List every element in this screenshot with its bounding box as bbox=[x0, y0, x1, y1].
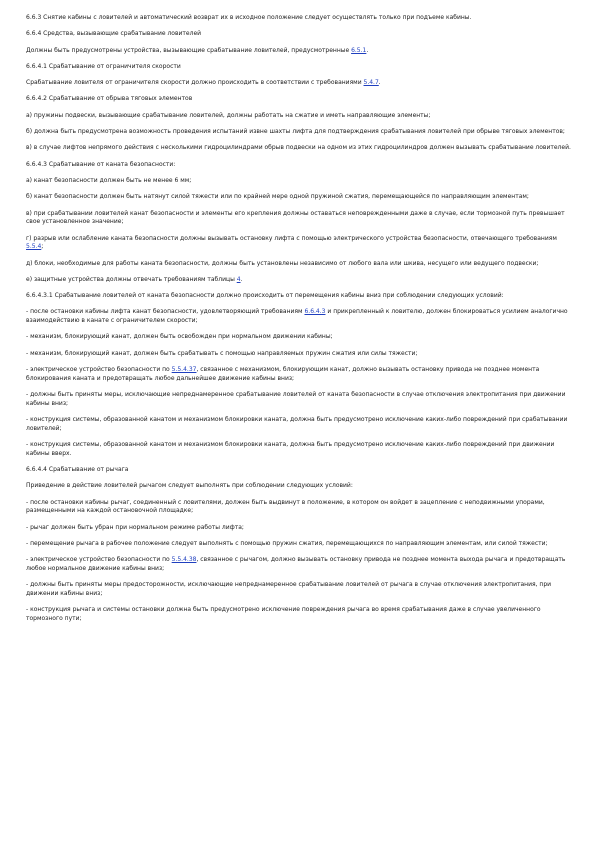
list-item: г) разрыв или ослабление каната безопасности должны вызывать остановку лифта с помощью электрического устройства безопасности, отвечающего требованиям 5.5.4; bbox=[26, 234, 557, 251]
list-item: б) должна быть предусмотрена возможность проведения испытаний извне шахты лифта для подтверждения срабатывания ловителей при обрыве тяговых элементов; bbox=[26, 128, 565, 136]
list-item: а) канат безопасности должен быть не менее 6 мм; bbox=[26, 176, 192, 184]
list-item: е) защитные устройства должны отвечать требованиям таблицы 4. bbox=[26, 275, 243, 283]
list-item: д) блоки, необходимые для работы каната безопасности, должны быть установлены независимо от любого вала или шкива, несущего или ведущего подвески; bbox=[26, 259, 539, 267]
section-heading: 6.6.4.3 Срабатывание от каната безопасности: bbox=[26, 160, 176, 168]
list-item: - механизм, блокирующий канат, должен быть освобожден при нормальном движении кабины; bbox=[26, 333, 333, 341]
clause-link[interactable]: 6.6.4.3 bbox=[304, 308, 326, 316]
list-item: - рычаг должен быть убран при нормальном режиме работы лифта; bbox=[26, 523, 244, 531]
list-item: в) при срабатывании ловителей канат безопасности и элементы его крепления должны оставаться неповрежденными даже в случае, если тормозной путь превышает свое установленное значение; bbox=[26, 209, 565, 226]
paragraph: 6.6.4.3.1 Срабатывание ловителей от каната безопасности должно происходить от перемещения кабины вниз при соблюдении следующих условий: bbox=[26, 292, 504, 300]
section-heading: 6.6.4 Средства, вызывающие срабатывание ловителей bbox=[26, 30, 202, 38]
section-heading: 6.6.4.2 Срабатывание от обрыва тяговых элементов bbox=[26, 95, 193, 103]
table-link[interactable]: 4 bbox=[236, 275, 241, 283]
list-item: - после остановки кабины рычаг, соединенный с ловителями, должен быть выдвинут в положение, в котором он войдет в зацепление с неподвижными упорами, размещенными на каждой остановочной площадке; bbox=[26, 498, 545, 515]
document-page bbox=[26, 14, 571, 631]
paragraph: 6.6.3 Снятие кабины с ловителей и автоматический возврат их в исходное положение следует осуществлять только при подъеме кабины. bbox=[26, 14, 472, 21]
section-heading: 6.6.4.4 Срабатывание от рычага bbox=[26, 466, 129, 474]
list-item: - электрическое устройство безопасности по 5.5.4.37, связанное с механизмом, блокирующим канат, должно вызывать остановку привода не позднее момента блокирования каната и предотвращать любое дальнейшее движение кабины вниз; bbox=[26, 366, 540, 382]
list-item: б) канат безопасности должен быть натянут силой тяжести или по крайней мере одной пружиной сжатия, перемещающейся по направляющим элементам; bbox=[26, 193, 529, 201]
clause-link[interactable]: 5.5.4 bbox=[26, 243, 42, 251]
clause-link[interactable]: 5.5.4.37 bbox=[171, 366, 197, 374]
clause-link[interactable]: 6.5.1 bbox=[351, 46, 367, 54]
paragraph: Срабатывание ловителя от ограничителя скорости должно происходить в соответствии с требованиями 5.4.7. bbox=[26, 79, 381, 87]
clause-link[interactable]: 5.5.4.38 bbox=[171, 556, 197, 564]
list-item: - конструкция рычага и системы остановки должна быть предусмотрено исключение повреждения рычага во время срабатывания даже в случае увеличенного тормозного пути; bbox=[26, 606, 541, 622]
list-item: - конструкция системы, образованной канатом и механизмом блокировки каната, должна быть предусмотрено исключение каких-либо повреждений при срабатывании ловителей; bbox=[26, 416, 568, 432]
list-item: - механизм, блокирующий канат, должен быть срабатывать с помощью направляемых пружин сжатия или силы тяжести; bbox=[26, 349, 418, 357]
list-item: а) пружины подвески, вызывающие срабатывание ловителей, должны работать на сжатие и иметь направляющие элементы; bbox=[26, 111, 431, 119]
paragraph: Приведение в действие ловителей рычагом следует выполнять при соблюдении следующих условий: bbox=[26, 482, 353, 490]
list-item: - конструкция системы, образованной канатом и механизмом блокировки каната, должна быть предусмотрено исключение каких-либо повреждений при движении кабины вверх. bbox=[26, 441, 555, 457]
list-item: - перемещение рычага в рабочее положение следует выполнять с помощью пружин сжатия, перемещающихся по направляющим элементам, или силой тяжести; bbox=[26, 539, 548, 547]
paragraph: Должны быть предусмотрены устройства, вызывающие срабатывание ловителей, предусмотренные 6.5.1. bbox=[26, 46, 369, 54]
list-item: - электрическое устройство безопасности по 5.5.4.38, связанное с рычагом, должно вызывать остановку привода не позднее момента выхода рычага и предотвращать любое нормальное движение кабины вниз; bbox=[26, 556, 566, 572]
list-item: - должны быть приняты меры, исключающие непреднамеренное срабатывание ловителей от каната безопасности в случае отключения электропитания при движении кабины вниз; bbox=[26, 391, 566, 407]
list-item: в) в случае лифтов непрямого действия с несколькими гидроцилиндрами обрыв подвески на одном из этих гидроцилиндров должен вызывать срабатывание ловителей. bbox=[26, 144, 571, 152]
list-item: - должны быть приняты меры предосторожности, исключающие непреднамеренное срабатывание ловителей от рычага в случае отключения электропитания, при движении кабины вниз; bbox=[26, 581, 552, 597]
section-heading: 6.6.4.1 Срабатывание от ограничителя скорости bbox=[26, 62, 181, 70]
clause-link[interactable]: 5.4.7 bbox=[363, 79, 379, 87]
list-item: - после остановки кабины лифта канат безопасности, удовлетворяющий требованиям 6.6.4.3 и прикрепленный к ловителю, должен блокироваться усилием аналогично взаимодействию в канате с ограничителем скорости; bbox=[26, 308, 568, 325]
